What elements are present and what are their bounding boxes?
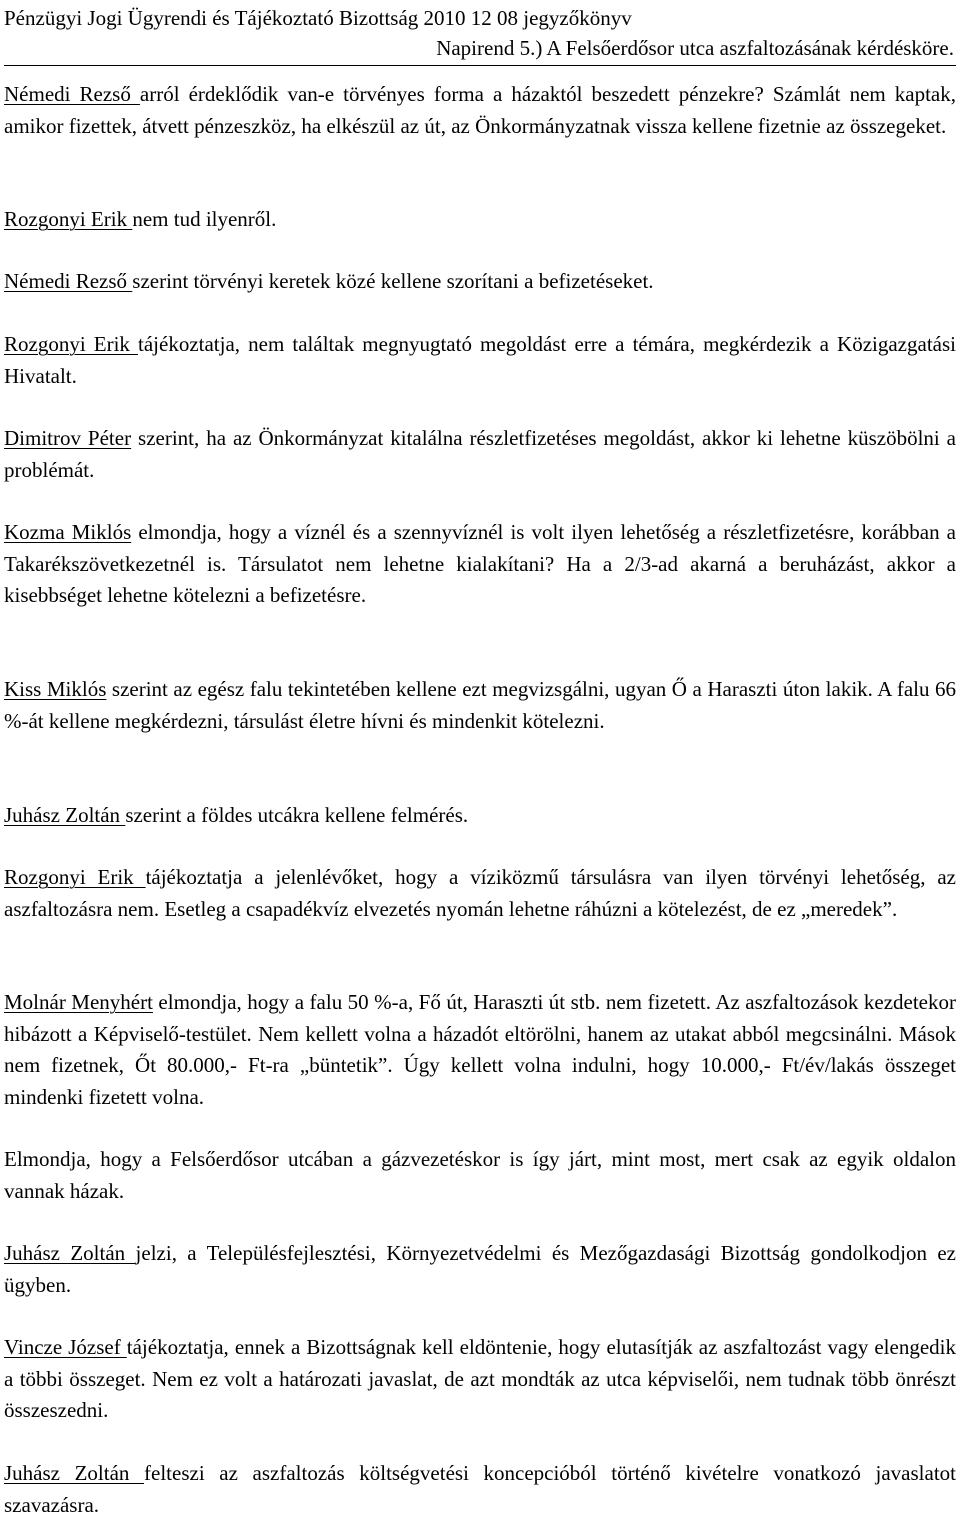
speaker-name: Rozgonyi Erik bbox=[4, 207, 133, 231]
paragraph-rozgonyi-2 bbox=[4, 329, 956, 392]
speaker-name: Rozgonyi Erik bbox=[4, 332, 139, 356]
speaker-name: Némedi Rezső bbox=[4, 269, 133, 293]
agenda-item-title: Napirend 5.) A Felsőerdősor utca aszfaltozásának kérdésköre. bbox=[436, 36, 954, 60]
paragraph-text: nem tud ilyenről. bbox=[132, 207, 277, 231]
paragraph-text: szerint, ha az Önkormányzat kitalálna részletfizetéses megoldást, akkor ki lehetne küszöbölni a problémát. bbox=[4, 426, 956, 482]
speaker-name: Dimitrov Péter bbox=[4, 426, 132, 450]
speaker-name: Molnár Menyhért bbox=[4, 990, 153, 1014]
paragraph-text: elmondja, hogy a víznél és a szennyvíznél is volt ilyen lehetőség a részletfizetésre, korábban a Takarékszövetkezetnél is. Társulatot nem lehetne kialakítani? Ha a 2/3-ad akarná a beruházást, akkor a kisebbséget lehetne kötelezni a befizetésre. bbox=[4, 520, 956, 607]
paragraph-text: tájékoztatja, nem találtak megnyugtató megoldást erre a témára, megkérdezik a Közigazgatási Hivatalt. bbox=[4, 332, 956, 388]
page-header bbox=[4, 0, 956, 66]
paragraph-juhasz-3 bbox=[4, 1458, 956, 1521]
paragraph-text: szerint törvényi keretek közé kellene szorítani a befizetéseket. bbox=[132, 269, 654, 293]
speaker-name: Némedi Rezső bbox=[4, 82, 140, 106]
paragraph-text: Elmondja, hogy a Felsőerdősor utcában a gázvezetéskor is így járt, mint most, mert csak az egyik oldalon vannak házak. bbox=[4, 1147, 956, 1203]
speaker-name: Juhász Zoltán bbox=[4, 1461, 145, 1485]
paragraph-juhasz-1 bbox=[4, 800, 956, 832]
speaker-name: Rozgonyi Erik bbox=[4, 865, 146, 889]
paragraph-text: elmondja, hogy a falu 50 %-a, Fő út, Haraszti út stb. nem fizetett. Az aszfaltozások kezdetekor hibázott a Képviselő-testület. Nem kellett volna a házadót eltörölni, hanem az utakat abból megcsinálni. Mások nem fizetnek, Őt 80.000,- Ft-ra „büntetik”. Úgy kellett volna indulni, hogy 10.000,- Ft/év/lakás összeget mindenki fizetett volna. bbox=[4, 990, 956, 1109]
paragraph-text: tájékoztatja a jelenlévőket, hogy a víziközmű társulásra van ilyen törvényi lehetőség, az aszfaltozásra nem. Esetleg a csapadékvíz elvezetés nyomán lehetne ráhúzni a kötelezést, de ez „meredek”. bbox=[4, 865, 956, 921]
speaker-name: Juhász Zoltán bbox=[4, 1241, 136, 1265]
paragraph-molnar-continued bbox=[4, 1144, 956, 1207]
paragraph-dimitrov bbox=[4, 423, 956, 486]
paragraph-text: tájékoztatja, ennek a Bizottságnak kell eldöntenie, hogy elutasítják az aszfaltozást vagy elengedik a többi összeget. Nem ez volt a határozati javaslat, de azt mondták az utca képviselői, nem tudnak több önrészt összeszedni. bbox=[4, 1335, 956, 1422]
document-title: Pénzügyi Jogi Ügyrendi és Tájékoztató Bizottság 2010 12 08 jegyzőkönyv bbox=[4, 6, 632, 30]
speaker-name: Kiss Miklós bbox=[4, 677, 107, 701]
paragraph-text: felteszi az aszfaltozás költségvetési koncepcióból történő kivételre vonatkozó javaslatot szavazásra. bbox=[4, 1461, 956, 1517]
speaker-name: Kozma Miklós bbox=[4, 520, 132, 544]
paragraph-nemedi-1 bbox=[4, 79, 956, 142]
paragraph-text: jelzi, a Településfejlesztési, Környezetvédelmi és Mezőgazdasági Bizottság gondolkodjon ez ügyben. bbox=[4, 1241, 957, 1297]
paragraph-nemedi-2 bbox=[4, 266, 956, 298]
paragraph-kozma bbox=[4, 517, 956, 612]
speaker-name: Vincze József bbox=[4, 1335, 127, 1359]
paragraph-text: arról érdeklődik van-e törvényes forma a házaktól beszedett pénzekre? Számlát nem kaptak, amikor fizettek, átvett pénzeszköz, ha elkészül az út, az Önkormányzatnak vissza kellene fizetnie az összegeket. bbox=[4, 82, 956, 138]
speaker-name: Juhász Zoltán bbox=[4, 803, 126, 827]
header-divider bbox=[4, 65, 956, 66]
document-page bbox=[4, 0, 957, 1517]
paragraph-rozgonyi-3 bbox=[4, 862, 956, 925]
paragraph-vincze bbox=[4, 1332, 956, 1427]
paragraph-kiss bbox=[4, 674, 956, 737]
paragraph-text: szerint a földes utcákra kellene felmérés. bbox=[125, 803, 469, 827]
paragraph-text: szerint az egész falu tekintetében kellene ezt megvizsgálni, ugyan Ő a Haraszti úton lakik. A falu 66 %-át kellene megkérdezni, társulást életre hívni és mindenkit kötelezni. bbox=[4, 677, 956, 733]
paragraph-juhasz-2 bbox=[4, 1238, 956, 1301]
paragraph-rozgonyi-1 bbox=[4, 204, 956, 236]
paragraph-molnar bbox=[4, 987, 956, 1113]
